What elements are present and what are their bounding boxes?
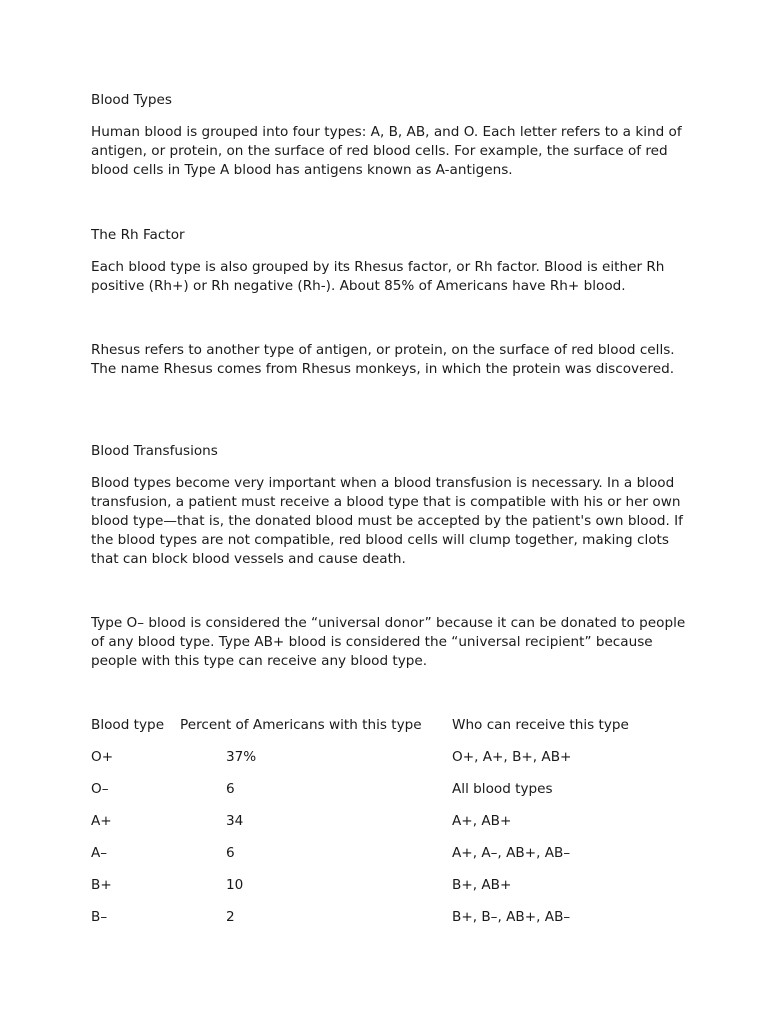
table-header-row (91, 716, 691, 748)
table-row (91, 780, 691, 812)
table-cell-blood-type: O– (91, 781, 109, 797)
table-cell-recipients: O+, A+, B+, AB+ (452, 749, 572, 765)
table-cell-recipients: A+, AB+ (452, 813, 512, 829)
table-row (91, 812, 691, 844)
table-cell-percent: 10 (226, 877, 244, 893)
table-cell-percent: 2 (226, 909, 235, 925)
blood-transfusions-heading: Blood Transfusions (91, 443, 218, 459)
table-cell-blood-type: O+ (91, 749, 114, 765)
table-cell-percent: 6 (226, 781, 235, 797)
blood-type-table (91, 716, 691, 940)
blood-transfusions-paragraph: Blood types become very important when a blood transfusion is necessary. In a blood transfusion, a patient must receive a blood type that is compatible with his or her own blood type—that is, the donated blood must be accepted by the patient's own blood. If the blood types are not compatible, red blood cells will clump together, making clots that can block blood vessels and cause death. (91, 475, 683, 567)
universal-donor-paragraph: Type O– blood is considered the “universal donor” because it can be donated to people of any blood type. Type AB+ blood is considered the “universal recipient” because people with this type can receive any blood type. (91, 615, 686, 669)
table-cell-recipients: A+, A–, AB+, AB– (452, 845, 571, 861)
rh-factor-heading: The Rh Factor (91, 227, 185, 243)
rh-factor-paragraph: Each blood type is also grouped by its Rhesus factor, or Rh factor. Blood is either Rh positive (Rh+) or Rh negative (Rh-). About 85% of Americans have Rh+ blood. (91, 259, 665, 294)
table-row (91, 748, 691, 780)
rhesus-paragraph: Rhesus refers to another type of antigen, or protein, on the surface of red blood cells. The name Rhesus comes from Rhesus monkeys, in which the protein was discovered. (91, 342, 675, 377)
table-cell-blood-type: A– (91, 845, 108, 861)
table-cell-percent: 34 (226, 813, 244, 829)
blood-types-paragraph: Human blood is grouped into four types: A, B, AB, and O. Each letter refers to a kind of antigen, or protein, on the surface of red blood cells. For example, the surface of red blood cells in Type A blood has antigens known as A-antigens. (91, 124, 682, 178)
table-header-cell: Who can receive this type (452, 717, 629, 733)
table-header-cell: Blood type (91, 717, 165, 733)
table-row (91, 844, 691, 876)
blood-types-heading: Blood Types (91, 92, 172, 108)
table-row (91, 908, 691, 940)
table-cell-recipients: B+, B–, AB+, AB– (452, 909, 571, 925)
table-cell-blood-type: B– (91, 909, 108, 925)
table-header-cell: Percent of Americans with this type (180, 717, 422, 733)
table-cell-recipients: B+, AB+ (452, 877, 512, 893)
table-cell-blood-type: A+ (91, 813, 112, 829)
table-cell-percent: 6 (226, 845, 235, 861)
table-cell-blood-type: B+ (91, 877, 112, 893)
table-row (91, 876, 691, 908)
table-cell-recipients: All blood types (452, 781, 553, 797)
table-cell-percent: 37% (226, 749, 257, 765)
